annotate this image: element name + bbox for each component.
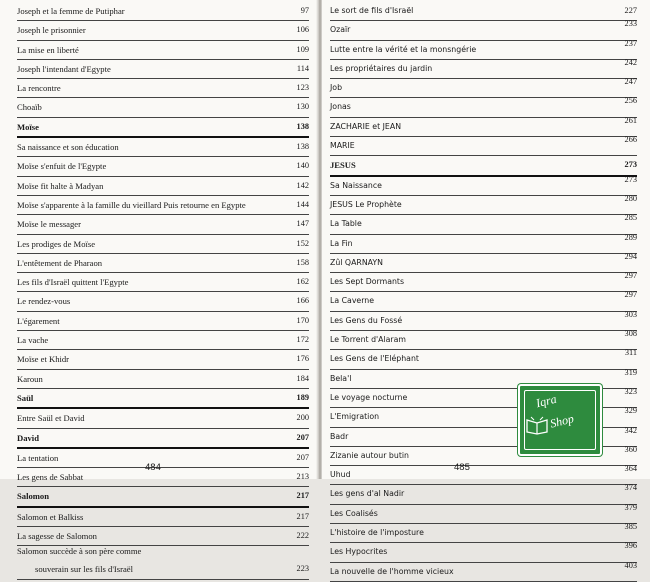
toc-entry [17, 254, 309, 273]
toc-entry-page: 213 [296, 472, 309, 482]
toc-entry [330, 273, 637, 292]
toc-entry-title: Saül [17, 392, 34, 403]
toc-entry-page: 207 [296, 452, 309, 462]
iqra-shop-logo [518, 384, 602, 456]
toc-entry-page: 223 [296, 564, 309, 574]
toc-entry-title: Uhud [330, 470, 351, 480]
toc-entry [330, 79, 637, 98]
toc-entry-page: 152 [296, 238, 309, 248]
toc-entry [330, 543, 637, 562]
toc-entry-page: 233 [624, 19, 637, 29]
toc-entry [17, 2, 309, 21]
toc-entry [330, 156, 637, 176]
toc-entry-page: 297 [624, 271, 637, 281]
toc-entry-title: Karoun [17, 373, 43, 384]
toc-entry-title: Le Torrent d'Alaram [330, 335, 407, 345]
toc-entry [17, 508, 309, 527]
toc-entry-page: 166 [296, 296, 309, 306]
toc-entry [17, 370, 309, 389]
toc-entry [330, 466, 637, 485]
toc-entry-title: Joseph le prisonnier [17, 25, 86, 36]
toc-entry-title: Les gens d'al Nadir [330, 489, 405, 499]
toc-entry-title: Les prodiges de Moïse [17, 238, 96, 249]
toc-entry-page: 97 [300, 6, 309, 15]
toc-entry-title: Les Coalisés [330, 508, 378, 518]
toc-entry [330, 215, 637, 234]
toc-entry-page: 323 [624, 386, 637, 396]
toc-entry-title: La tentation [17, 452, 59, 463]
toc-entry-page: 242 [624, 57, 637, 67]
toc-entry-title: Les Sept Dormants [330, 277, 405, 287]
toc-entry [330, 524, 637, 543]
toc-entry-page: 360 [624, 444, 637, 454]
toc-entry [17, 98, 309, 117]
toc-entry-page: 285 [624, 213, 637, 223]
toc-entry [330, 98, 637, 117]
logo-line2: Shop [548, 411, 576, 431]
toc-entry-page: 140 [296, 161, 309, 171]
toc-entry [330, 2, 637, 21]
toc-entry-title: Moïse fit halte à Madyan [17, 180, 104, 191]
toc-entry-page: 227 [624, 6, 637, 15]
toc-entry [17, 312, 309, 331]
toc-entry-page: 142 [296, 180, 309, 190]
toc-entry [17, 331, 309, 350]
toc-entry-title: Job [330, 83, 343, 93]
logo-line1: Iqra [534, 391, 558, 411]
right-toc [330, 2, 637, 582]
toc-entry-page: 217 [296, 491, 309, 501]
toc-entry [17, 118, 309, 138]
toc-entry-page: 162 [296, 277, 309, 287]
toc-entry [330, 292, 637, 311]
left-toc [17, 2, 309, 580]
toc-entry-page: 109 [296, 44, 309, 54]
toc-entry [17, 196, 309, 215]
book-icon [526, 416, 548, 434]
toc-entry [17, 79, 309, 98]
toc-entry [330, 193, 637, 215]
toc-entry-title: souverain sur les fils d'Israël [35, 564, 133, 575]
toc-entry [17, 60, 309, 79]
toc-entry-title: Salomon [17, 491, 49, 502]
toc-entry-title: L'entêtement de Pharaon [17, 257, 103, 268]
left-page [0, 0, 318, 575]
left-page-number: 484 [145, 462, 161, 473]
toc-entry-title: Les Hypocrites [330, 547, 388, 557]
toc-entry-page: 294 [624, 251, 637, 261]
toc-entry [17, 560, 309, 579]
toc-entry-title: La rencontre [17, 83, 61, 94]
toc-entry-page: 170 [296, 315, 309, 325]
toc-entry [17, 41, 309, 60]
toc-entry-title: Zûl QARNAYN [330, 257, 383, 267]
toc-entry [17, 21, 309, 40]
toc-entry-title: Les Gens de l'Eléphant [330, 354, 419, 364]
toc-entry [17, 487, 309, 507]
toc-entry-page: 297 [624, 290, 637, 300]
toc-entry-page: 319 [624, 367, 637, 377]
toc-entry-title: Le sort de fils d'Israël [330, 6, 414, 15]
toc-entry [17, 350, 309, 369]
toc-entry-title: La sagesse de Salomon [17, 531, 97, 542]
right-page-number: 485 [454, 462, 470, 473]
toc-entry [17, 157, 309, 176]
toc-entry-page: 217 [296, 511, 309, 521]
toc-entry-title: MARIE [330, 141, 355, 151]
toc-entry-title: Le voyage nocturne [330, 392, 408, 402]
toc-entry-page: 364 [624, 464, 637, 474]
toc-entry [330, 251, 637, 273]
toc-entry [330, 38, 637, 60]
toc-entry-page: 385 [624, 522, 637, 532]
toc-entry [17, 468, 309, 487]
toc-entry-title: Ozaïr [330, 25, 351, 35]
toc-entry [330, 350, 637, 369]
toc-entry-title: La vache [17, 335, 49, 346]
toc-entry-page: 256 [624, 96, 637, 106]
toc-entry-title: La nouvelle de l'homme vicieux [330, 566, 454, 576]
toc-entry-title: Joseph et la femme de Putiphar [17, 6, 125, 16]
toc-entry-page: 379 [624, 502, 637, 512]
toc-entry-page: 189 [296, 392, 309, 402]
toc-entry-title: Sa Naissance [330, 180, 382, 190]
toc-entry [17, 546, 309, 560]
toc-entry [17, 292, 309, 311]
toc-entry-title: Moïse [17, 121, 39, 132]
toc-entry [17, 429, 309, 449]
toc-entry-title: Salomon et Balkiss [17, 511, 84, 522]
toc-entry-page: 114 [296, 63, 309, 73]
toc-entry-page: 123 [296, 83, 309, 93]
toc-entry-title: La Caverne [330, 296, 375, 306]
toc-entry-page: 222 [296, 531, 309, 541]
toc-entry [17, 273, 309, 292]
toc-entry-page: 184 [296, 373, 309, 383]
toc-entry-title: L'Emigration [330, 412, 380, 422]
toc-entry-page: 342 [624, 425, 637, 435]
toc-entry-title: Le rendez-vous [17, 296, 71, 307]
toc-entry-title: Bela'l [330, 373, 352, 383]
toc-entry [330, 485, 637, 504]
toc-entry-title: Joseph l'intendant d'Egypte [17, 63, 111, 74]
toc-entry-title: Les propriétaires du jardin [330, 63, 433, 73]
toc-entry-title: Jonas [330, 102, 351, 112]
toc-entry [17, 389, 309, 409]
toc-entry-page: 329 [624, 406, 637, 416]
toc-entry-title: ZACHARIE et JEAN [330, 121, 402, 131]
toc-entry [17, 215, 309, 234]
toc-entry-title: Salomon succède à son père comme [17, 546, 142, 557]
toc-entry-title: Les fils d'Israël quittent l'Egypte [17, 277, 129, 288]
toc-entry-page: 247 [624, 77, 637, 87]
toc-entry-title: JESUS Le Prophète [330, 199, 402, 209]
toc-entry-title: Moïse et Khidr [17, 354, 70, 365]
toc-entry-title: Les Gens du Fossé [330, 315, 403, 325]
toc-entry-page: 280 [624, 193, 637, 203]
toc-entry-page: 147 [296, 219, 309, 229]
toc-entry-page: 303 [624, 309, 637, 319]
toc-entry [17, 177, 309, 196]
toc-entry-page: 403 [624, 560, 637, 570]
toc-entry-page: 200 [296, 413, 309, 423]
toc-entry [17, 138, 309, 157]
toc-entry [330, 115, 637, 137]
toc-entry-title: Entre Saül et David [17, 413, 85, 424]
toc-entry-title: Moïse s'apparente à la famille du vieillard Puis retourne en Egypte [17, 199, 246, 210]
toc-entry-title: L'histoire de l'imposture [330, 528, 424, 538]
toc-entry [330, 502, 637, 524]
toc-entry-page: 176 [296, 354, 309, 364]
toc-entry-title: La mise en liberté [17, 44, 79, 55]
toc-entry-title: La Fin [330, 238, 353, 248]
toc-entry-page: 138 [296, 142, 309, 152]
toc-entry-page: 266 [624, 135, 637, 145]
toc-entry-title: L'égarement [17, 315, 60, 326]
toc-entry-title: Zizanie autour butin [330, 450, 409, 460]
toc-entry-title: David [17, 432, 39, 443]
toc-entry [330, 232, 637, 254]
toc-entry-page: 207 [296, 432, 309, 442]
toc-entry [330, 137, 637, 156]
toc-entry [330, 331, 637, 350]
toc-entry-page: 273 [624, 160, 637, 170]
toc-entry [17, 235, 309, 254]
toc-entry-page: 144 [296, 199, 309, 209]
toc-entry [330, 57, 637, 79]
toc-entry-title: La Table [330, 219, 362, 229]
toc-entry-title: Lutte entre la vérité et la monsngérie [330, 44, 477, 54]
toc-entry-title: Moïse le messager [17, 219, 81, 230]
toc-entry-page: 396 [624, 541, 637, 551]
toc-entry-page: 261 [624, 115, 637, 125]
toc-entry-page: 273 [624, 174, 637, 184]
toc-entry-title: Choaïb [17, 102, 42, 113]
toc-entry [17, 409, 309, 428]
toc-entry [330, 21, 637, 40]
toc-entry-page: 106 [296, 25, 309, 35]
toc-entry-page: 158 [296, 257, 309, 267]
toc-entry [330, 560, 637, 582]
toc-entry-title: Moïse s'enfuit de l'Egypte [17, 161, 107, 172]
toc-entry-page: 172 [296, 335, 309, 345]
toc-entry-page: 237 [624, 38, 637, 48]
toc-entry [17, 449, 309, 468]
toc-entry [330, 309, 637, 331]
toc-entry-title: Les gens de Sabbat [17, 472, 84, 483]
toc-entry-page: 289 [624, 232, 637, 242]
toc-entry-page: 374 [624, 483, 637, 493]
toc-entry-title: Badr [330, 431, 349, 441]
toc-entry-page: 130 [296, 102, 309, 112]
toc-entry-page: 311 [624, 348, 637, 358]
toc-entry-title: JESUS [330, 160, 356, 171]
toc-entry-page: 138 [296, 121, 309, 131]
toc-entry-page: 308 [624, 329, 637, 339]
toc-entry-title: Sa naissance et son éducation [17, 142, 119, 153]
toc-entry [330, 174, 637, 196]
